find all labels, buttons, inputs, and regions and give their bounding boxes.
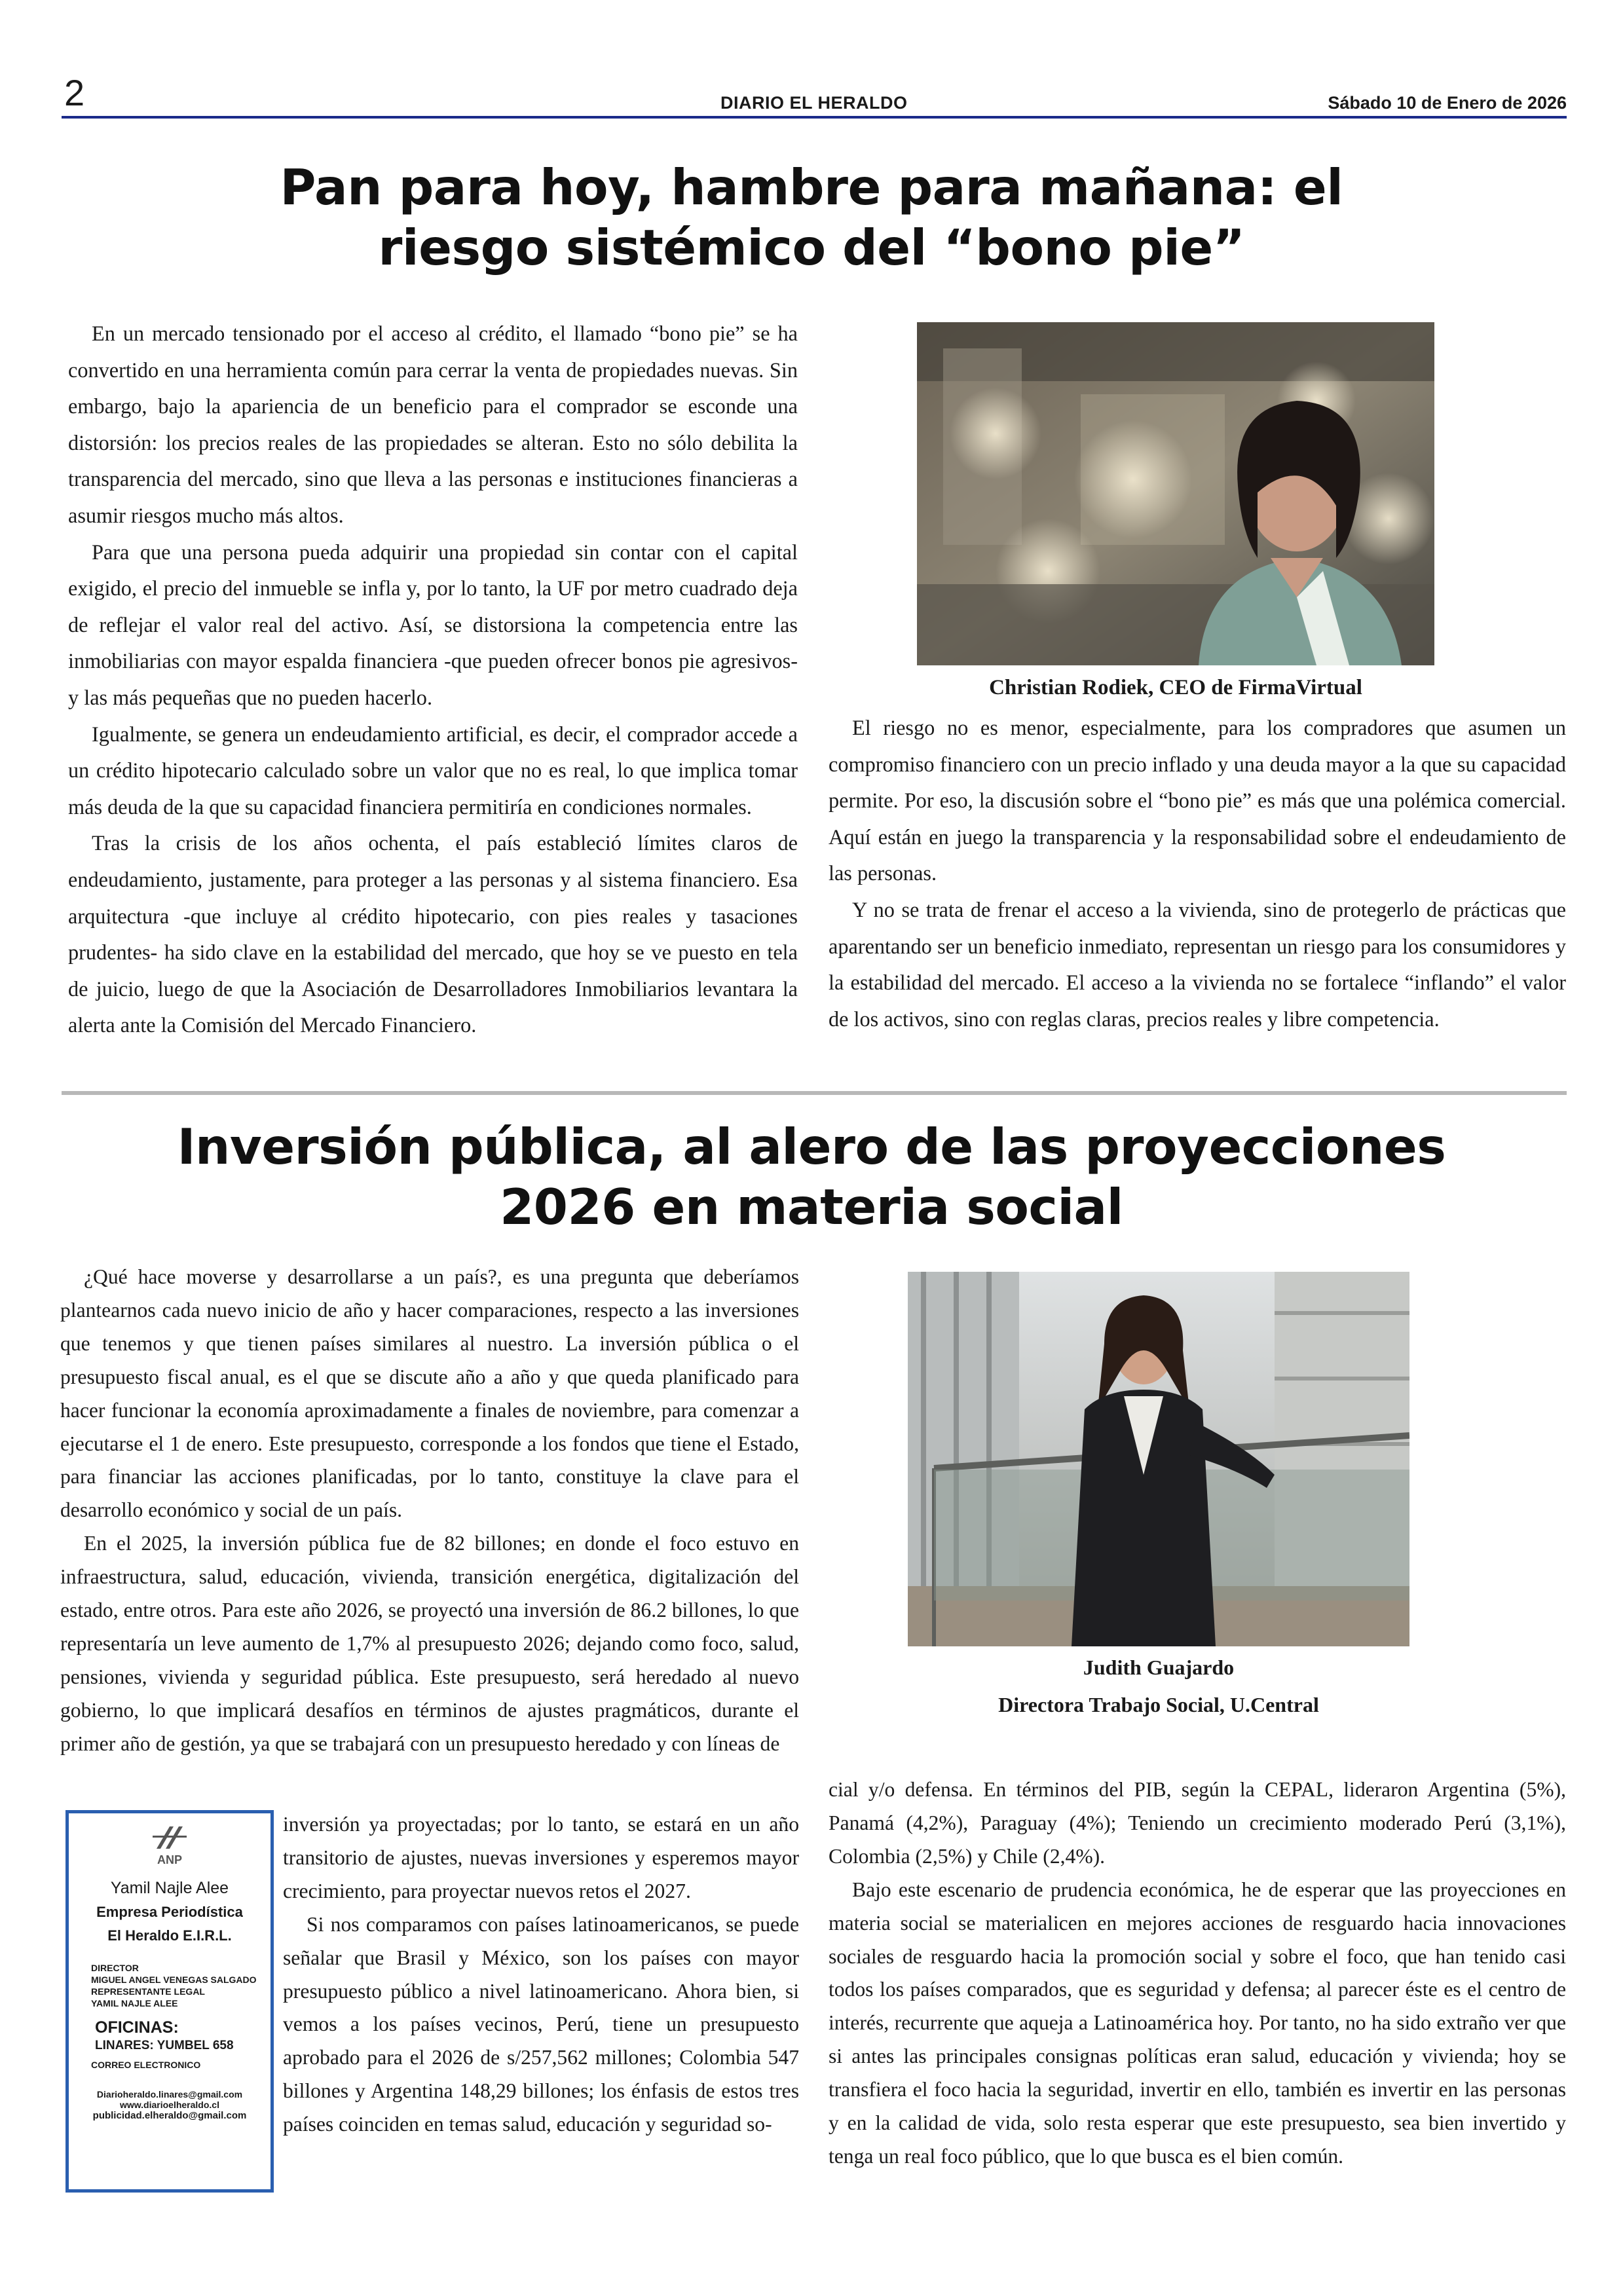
legal-rep-label: REPRESENTANTE LEGAL (91, 1986, 205, 1997)
article2-left-column (60, 1261, 799, 1761)
website-link[interactable]: www.diarioelheraldo.cl (120, 2100, 219, 2110)
article2-paragraph: inversión ya proyectadas; por lo tanto, se estará en un año transitorio de ajustes, nuevas inversiones y esperemos mayor crecimiento, para proyectar nuevos retos el 2027. (283, 1813, 799, 1902)
article2-right-column (829, 1773, 1566, 2174)
anp-logo-text: ANP (157, 1853, 182, 1866)
owner-name: Yamil Najle Alee (110, 1879, 229, 1897)
offices-label: OFICINAS: (95, 2018, 179, 2037)
caption-role: Directora Trabajo Social, U.Central (998, 1693, 1319, 1716)
newspaper-name: DIARIO EL HERALDO (720, 93, 908, 113)
article2-paragraph: En el 2025, la inversión pública fue de 82 billones; en donde el foco estuvo en infraestructura, salud, educación, vivienda, transición energética, digitalización del estado, entre otros. Para este año 2026, se proyectó una inversión de 86.2 billones, lo que representaría un leve aumento de 1,7% al presupuesto 2026; dejando como foco, salud, pensiones, vivienda y seguridad pública. Este presupuesto, será heredado al nuevo gobierno, lo que implicará desafíos en términos de ajustes pragmáticos, durante el primer año de gestión, ya que se trabajará con un presupuesto heredado y con líneas de (60, 1532, 799, 1755)
article1-paragraph: En un mercado tensionado por el acceso al crédito, el llamado “bono pie” se ha convertido en una herramienta común para cerrar la venta de propiedades nuevas. Sin embargo, bajo la apariencia de un beneficio para el comprador se esconde una distorsión: los precios reales de las propiedades se alteran. Esto no sólo debilita la transparencia del mercado, sino que lleva a las personas e instituciones financieras a asumir riesgos mucho más altos. (68, 322, 798, 527)
article2-paragraph: ¿Qué hace moverse y desarrollarse a un país?, es una pregunta que deberíamos plantearnos cada nuevo inicio de año y hacer comparaciones, respecto a las inversiones que tenemos y que tienen países similares al nuestro. La inversión pública o el presupuesto fiscal anual, es el que se discute año a año y que queda planificado para hacer funcionar la economía aproximadamente a finales de noviembre, para comenzar a ejecutarse el 1 de enero. Este presupuesto, corresponde a los fondos que tiene el Estado, para financiar las acciones planificadas, por lo tanto, constituye la clave para el desarrollo económico y social de un país. (60, 1265, 799, 1522)
article2-paragraph: Si nos comparamos con países latinoamericanos, se puede señalar que Brasil y México, son los países con mayor presupuesto público a nivel latinoamericano. Ahora bien, si vemos a los países vecinos, Perú, tiene un presupuesto aprobado para el 2026 de s/257,562 millones; Colombia 547 billones y Argentina 148,29 billones; los énfasis de estos tres países coinciden en temas salud, educación y seguridad so- (283, 1912, 799, 2136)
legal-rep-name: YAMIL NAJLE ALEE (91, 1998, 178, 2009)
director-name: MIGUEL ANGEL VENEGAS SALGADO (91, 1974, 257, 1985)
article1-right-column (829, 710, 1566, 1037)
offices-address: LINARES: YUMBEL 658 (95, 2039, 234, 2052)
article2-photo (908, 1272, 1409, 1646)
article2-paragraph: Bajo este escenario de prudencia económica, he de esperar que las proyecciones en materia social se materialicen en mejores acciones de resguardo hacia innovaciones sociales de resguardo hacia la promoción social y sobre el foco, que han tenido casi todos los países comparados, que es seguridad y defensa; al parecer éste es el centro de interés, recurrente que aqueja a Latinoamérica hoy. Por tanto, no ha sido extraño ver que si antes las principales consignas políticas eran salud, educación y vivienda; hoy se transfiera el foco hacia la seguridad, invertir en ello, también es invertir en las personas y en la calidad de vida, solo resta esperar que este presupuesto, sea bien invertido y tenga un real foco público, que lo que busca es el bien común. (829, 1878, 1566, 2168)
article1-paragraph: Tras la crisis de los años ochenta, el país estableció límites claros de endeudamiento, justamente, para proteger a las personas y al sistema financiero. Esa arquitectura -que incluye al crédito hipotecario, con pies reales y tasaciones prudentes- ha sido clave en la estabilidad del mercado, que hoy se ve puesto en tela de juicio, luego de que la Asociación de Desarrolladores Inmobiliarios levantara la alerta ante la Comisión del Mercado Financiero. (68, 831, 798, 1037)
article2-photo-caption (908, 1649, 1409, 1724)
article1-paragraph: Y no se trata de frenar el acceso a la vivienda, sino de protegerlo de prácticas que aparentando ser un beneficio inmediato, representan un riesgo para los consumidores y la estabilidad del mercado. El acceso a la vivienda no se fortalece “inflando” el valor de los activos, sino con reglas claras, precios reales y libre competencia. (829, 897, 1566, 1031)
header-rule (62, 116, 1567, 119)
article1-paragraph: Para que una persona pueda adquirir una propiedad sin contar con el capital exigido, el precio del inmueble se infla y, por lo tanto, la UF por metro cuadrado deja de reflejar el valor real del activo. Así, se distorsiona la competencia entre las inmobiliarias con mayor espalda financiera -que pueden ofrecer bonos pie agresivos- y las más pequeñas que no pueden hacerlo. (68, 540, 798, 709)
page-number: 2 (64, 72, 85, 113)
company-legal-name: El Heraldo E.I.R.L. (107, 1927, 232, 1944)
issue-date: Sábado 10 de Enero de 2026 (1328, 93, 1567, 113)
article1-headline (157, 157, 1466, 278)
director-label: DIRECTOR (91, 1963, 139, 1973)
article2-headline-line2: 2026 en materia social (500, 1178, 1123, 1236)
section-separator (62, 1091, 1567, 1095)
portrait-photo-christian-rodiek (917, 322, 1434, 665)
article1-left-column (68, 316, 798, 1044)
article1-headline-line2: riesgo sistémico del “bono pie” (378, 219, 1245, 276)
anp-logo-icon (150, 1823, 189, 1853)
portrait-photo-judith-guajardo (908, 1272, 1409, 1646)
email-label: CORREO ELECTRONICO (91, 2060, 201, 2070)
article2-paragraph: cial y/o defensa. En términos del PIB, según la CEPAL, lideraron Argentina (5%), Panamá (4,2%), Paraguay (4%); Teniendo un crecimiento moderado Perú (3,1%), Colombia (2,5%) y Chile (2,4%). (829, 1778, 1566, 1868)
article1-headline-line1: Pan para hoy, hambre para mañana: el (280, 158, 1343, 216)
article1-paragraph: El riesgo no es menor, especialmente, para los compradores que asumen un compromiso financiero con un precio inflado y una deuda mayor a la que su capacidad permite. Por eso, la discusión sobre el “bono pie” es más que una polémica comercial. Aquí están en juego la transparencia y la responsabilidad sobre el endeudamiento de las personas. (829, 716, 1566, 885)
article2-headline-line1: Inversión pública, al alero de las proyecciones (177, 1118, 1446, 1176)
masthead-box (65, 1810, 274, 2193)
company-name: Empresa Periodística (96, 1904, 243, 1920)
article1-photo (917, 322, 1434, 665)
article2-headline (157, 1117, 1466, 1237)
advertising-email[interactable]: publicidad.elheraldo@gmail.com (92, 2110, 247, 2121)
caption-name: Judith Guajardo (1083, 1656, 1235, 1679)
article1-photo-caption: Christian Rodiek, CEO de FirmaVirtual (989, 676, 1362, 699)
article1-paragraph: Igualmente, se genera un endeudamiento artificial, es decir, el comprador accede a un crédito hipotecario calculado sobre un valor que no es real, lo que implica tomar más deuda de la que su capacidad financiera permitiría en condiciones normales. (68, 722, 798, 819)
article2-mid-column (283, 1808, 799, 2141)
email-address[interactable]: Diarioheraldo.linares@gmail.com (96, 2089, 243, 2100)
